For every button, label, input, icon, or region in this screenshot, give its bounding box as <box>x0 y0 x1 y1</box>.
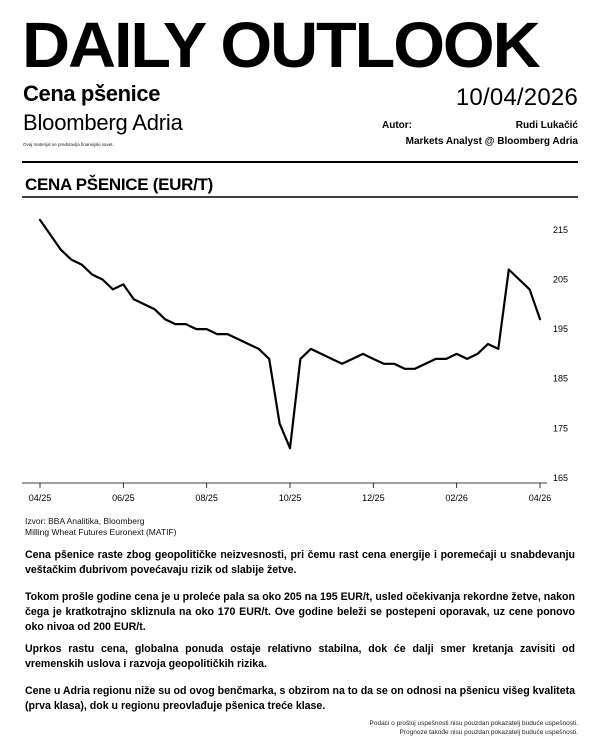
footer-note-1: Podaci o prošloj uspešnosti nisu pouzdan pokazatelj buduće uspešnosti. <box>369 720 578 727</box>
header-divider <box>22 161 578 163</box>
author-name: Rudi Lukačić <box>515 120 578 131</box>
y-tick-label: 185 <box>553 373 569 384</box>
footer-note-2: Prognoze takođe nisu pouzdan pokazatelj buduće uspešnosti. <box>399 729 578 736</box>
paragraph-1: Cena pšenice raste zbog geopolitičke neizvesnosti, pri čemu rast cena energije i poremećaji u snabdevanju veštačkim đubrivom povećavaju rizik od slabije žetve. <box>25 549 575 576</box>
y-tick-label: 195 <box>553 324 569 335</box>
y-tick-label: 175 <box>553 423 569 434</box>
x-tick-label: 10/25 <box>278 493 302 503</box>
paragraph-3: Uprkos rastu cena, globalna ponuda ostaje relativno stabilna, dok će dalji smer kretanja zavisiti od vremenskih uslova i razvoja geopolitičkih rizika. <box>25 643 575 670</box>
chart-title: CENA PŠENICE (EUR/T) <box>25 175 213 194</box>
author-label: Autor: <box>382 120 412 131</box>
wheat-price-chart <box>0 190 600 510</box>
report-date: 10/04/2026 <box>455 84 578 111</box>
paragraph-2: Tokom prošle godine cena je u proleće pala sa oko 205 na 195 EUR/t, usled očekivanja rekordne žetve, nakon čega je kratkotrajno skliznula na oko 170 EUR/t. Ove godine beleži se postepeni oporavak, uz cene ponovo oko nivoa od 200 EUR/t. <box>25 591 575 633</box>
x-tick-label: 08/25 <box>195 493 218 503</box>
series-line <box>40 220 540 448</box>
x-tick-label: 06/25 <box>112 493 135 503</box>
y-tick-label: 215 <box>553 224 569 235</box>
chart-source <box>25 516 176 538</box>
x-tick-label: 04/26 <box>528 493 552 503</box>
source-line-2: Milling Wheat Futures Euronext (MATIF) <box>25 527 177 537</box>
report-subject: Cena pšenice <box>23 81 161 106</box>
paragraph-4: Cene u Adria regionu niže su od ovog benčmarka, s obzirom na to da se on odnosi na pšenicu višeg kvaliteta (prva klasa), dok u regionu preovlađuje pšenica treće klase. <box>25 685 576 712</box>
disclaimer: Ovaj materijal ne predstavlja finansijski savet. <box>23 142 114 147</box>
x-tick-label: 12/25 <box>362 493 385 503</box>
y-tick-label: 165 <box>553 473 569 483</box>
masthead: DAILY OUTLOOK <box>22 9 539 81</box>
source-line-1: Izvor: BBA Analitika, Bloomberg <box>25 516 145 526</box>
x-tick-label: 02/26 <box>445 493 468 503</box>
brand-name: Bloomberg Adria <box>23 110 183 135</box>
x-tick-label: 04/25 <box>28 493 52 503</box>
author-role: Markets Analyst @ Bloomberg Adria <box>405 136 578 147</box>
y-tick-label: 205 <box>553 274 569 285</box>
